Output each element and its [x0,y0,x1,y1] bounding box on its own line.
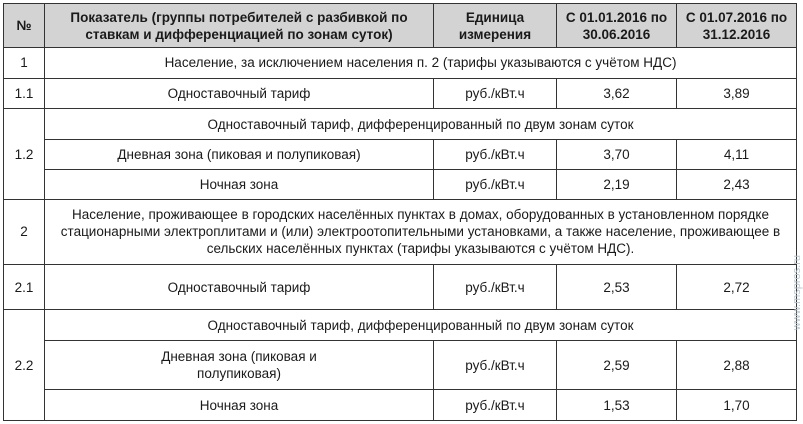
table-header-row [4,4,797,48]
value-period-2: 2,43 [677,169,797,199]
table-row [4,390,797,421]
value-period-1: 2,59 [557,341,677,390]
value-period-2: 3,89 [677,78,797,109]
value-period-1: 3,70 [557,140,677,170]
subgroup-title: Одноставочный тариф, дифференцированный по двум зонам суток [45,310,797,341]
unit-cell: руб./кВт.ч [434,341,557,390]
value-period-1: 2,53 [557,265,677,310]
group-title: Население, за исключением населения п. 2 (тарифы указываются с учётом НДС) [45,48,797,79]
unit-cell: руб./кВт.ч [434,78,557,109]
row-num: 1 [4,48,45,79]
value-period-2: 2,72 [677,265,797,310]
tariff-table [3,3,797,421]
unit-cell: руб./кВт.ч [434,169,557,199]
site-watermark: www.mspros.ru [791,255,803,331]
header-num: № [4,4,45,48]
unit-cell: руб./кВт.ч [434,265,557,310]
table-row [4,109,797,140]
tariff-name: Дневная зона (пиковая и полупиковая) [45,140,434,170]
tariff-name-text: Одноставочный тариф [167,279,311,295]
header-period-2: С 01.07.2016 по 31.12.2016 [677,4,797,48]
table-row [4,310,797,341]
unit-cell: руб./кВт.ч [434,140,557,170]
header-period-1: С 01.01.2016 по 30.06.2016 [557,4,677,48]
tariff-name [45,265,434,310]
table-row [4,341,797,390]
subgroup-title: Одноставочный тариф, дифференцированный по двум зонам суток [45,109,797,140]
value-period-1: 2,19 [557,169,677,199]
tariff-name: Ночная зона [45,390,434,421]
value-period-2: 1,70 [677,390,797,421]
table-row [4,48,797,79]
table-row [4,78,797,109]
value-period-2: 4,11 [677,140,797,170]
tariff-name-text: Дневная зона (пиковая и полупиковая) [161,349,317,382]
tariff-name: Ночная зона [45,169,434,199]
table-row [4,265,797,310]
table-row [4,140,797,170]
row-num: 2 [4,199,45,265]
group-title: Население, проживающее в городских населённых пунктах в домах, оборудованных в установленном порядке стационарными электроплитами и (или) электроотопительными установками, а также население, проживающее в сельских населённых пунктах (тарифы указываются с учётом НДС). [45,199,797,265]
value-period-1: 1,53 [557,390,677,421]
header-unit: Единица измерения [434,4,557,48]
header-indicator: Показатель (группы потребителей с разбивкой по ставкам и дифференциацией по зонам суток) [45,4,434,48]
tariff-name: Одноставочный тариф [45,78,434,109]
value-period-1: 3,62 [557,78,677,109]
row-num: 2.2 [4,310,45,421]
tariff-name [45,341,434,390]
row-num: 1.1 [4,78,45,109]
unit-cell: руб./кВт.ч [434,390,557,421]
table-row [4,169,797,199]
row-num: 2.1 [4,265,45,310]
table-row [4,199,797,265]
value-period-2: 2,88 [677,341,797,390]
row-num: 1.2 [4,109,45,199]
